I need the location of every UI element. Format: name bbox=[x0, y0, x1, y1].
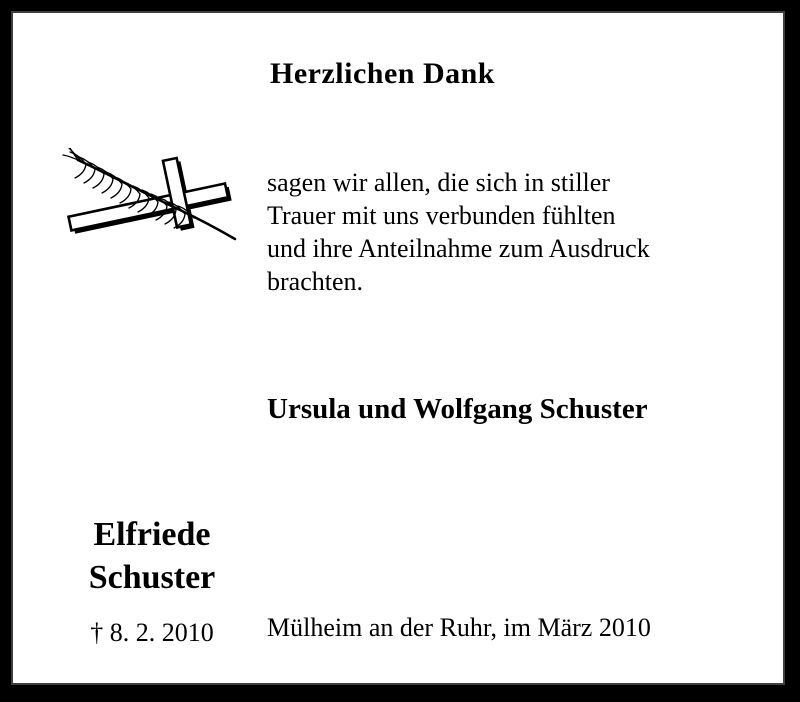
deceased-first-name: Elfriede bbox=[93, 516, 211, 553]
place-date-line: Mülheim an der Ruhr, im März 2010 bbox=[267, 613, 651, 642]
condolence-line: brachten. bbox=[267, 267, 364, 296]
condolence-line: Trauer mit uns verbunden fühlten bbox=[267, 201, 616, 230]
condolence-text bbox=[267, 166, 650, 298]
notice-card bbox=[11, 11, 785, 685]
condolence-line: und ihre Anteilnahme zum Ausdruck bbox=[267, 234, 650, 263]
signers-name: Ursula und Wolfgang Schuster bbox=[267, 393, 648, 425]
condolence-line: sagen wir allen, die sich in stiller bbox=[267, 168, 610, 197]
notice-title: Herzlichen Dank bbox=[270, 57, 495, 90]
death-date: † 8. 2. 2010 bbox=[90, 618, 214, 647]
palm-cross-icon bbox=[52, 148, 244, 248]
deceased-name bbox=[42, 513, 262, 599]
deceased-last-name: Schuster bbox=[88, 559, 216, 596]
